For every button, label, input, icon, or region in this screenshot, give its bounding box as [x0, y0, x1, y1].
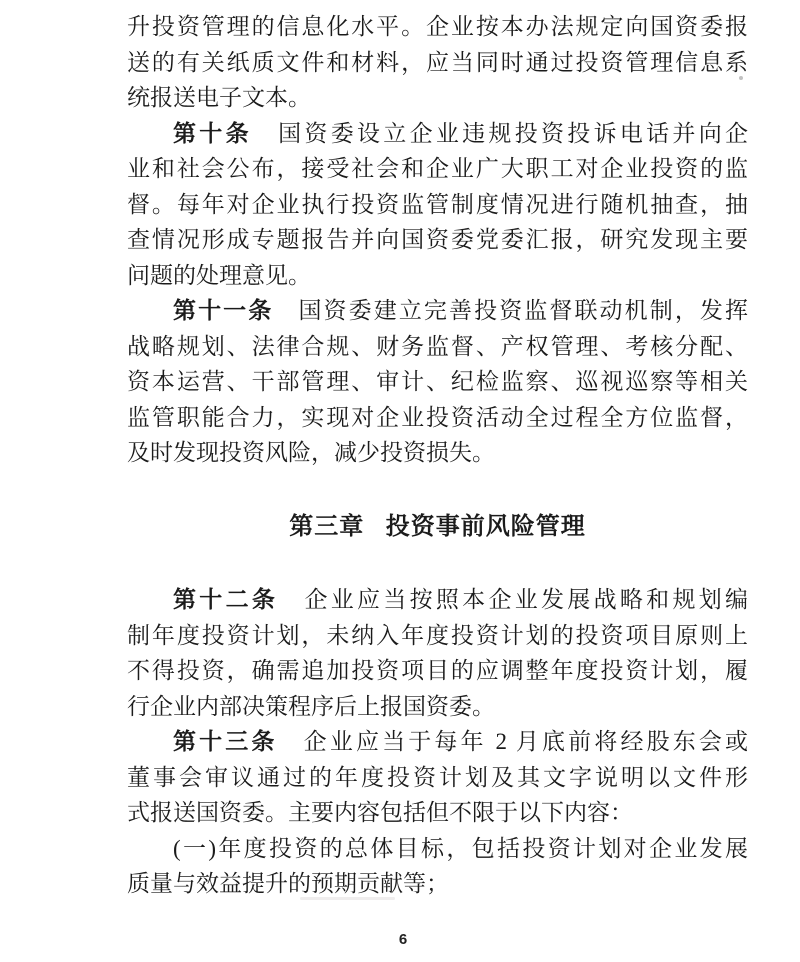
document-text-block: [127, 9, 748, 902]
page-number: 6: [398, 931, 408, 948]
scan-artifact-speck: [739, 76, 743, 80]
list-item-1-line: (一)年度投资的总体目标，包括投资计划对企业发展: [173, 835, 748, 861]
article-12-text: 企业应当按照本企业发展战略和规划编: [278, 587, 749, 612]
chapter-number: 第三章: [289, 512, 365, 540]
article-12-number: 第十二条: [173, 586, 279, 612]
article-10-first-line: [127, 116, 748, 152]
spacer: [127, 544, 748, 582]
body-line: 送的有关纸质文件和材料，应当同时通过投资管理信息系: [127, 49, 748, 75]
article-13-text: 企业应当于每年 2 月底前将经股东会或: [277, 729, 749, 754]
body-line: 不得投资，确需追加投资项目的应调整年度投资计划，履: [127, 658, 748, 683]
list-item-1-line: 质量与效益提升的预期贡献等；: [127, 871, 449, 896]
body-line: 升投资管理的信息化水平。企业按本办法规定向国资委报: [127, 14, 748, 39]
body-line: 问题的处理意见。: [127, 262, 311, 288]
body-line: 及时发现投资风险，减少投资损失。: [127, 440, 495, 465]
article-10-number: 第十条: [173, 119, 252, 146]
body-line: 资本运营、干部管理、审计、纪检监察、巡视巡察等相关: [127, 369, 748, 394]
body-line: 督。每年对企业执行投资监管制度情况进行随机抽查，抽: [127, 191, 748, 217]
article-13-number: 第十三条: [173, 728, 278, 754]
article-12-first-line: [127, 582, 748, 618]
body-line: 业和社会公布，接受社会和企业广大职工对企业投资的监: [127, 156, 748, 181]
chapter-heading: [127, 509, 748, 545]
article-11-number: 第十一条: [173, 297, 274, 323]
body-line: 制年度投资计划，未纳入年度投资计划的投资项目原则上: [127, 622, 748, 648]
body-line: 式报送国资委。主要内容包括但不限于以下内容：: [127, 800, 633, 825]
body-line: 行企业内部决策程序后上报国资委。: [127, 693, 495, 719]
article-13-first-line: [127, 724, 748, 760]
body-line: 监管职能合力，实现对企业投资活动全过程全方位监督，: [127, 404, 748, 430]
body-line: 董事会审议通过的年度投资计划及其文字说明以文件形: [127, 764, 748, 790]
scan-artifact-smudge: [300, 897, 395, 900]
spacer: [127, 471, 748, 509]
body-line: 查情况形成专题报告并向国资委党委汇报，研究发现主要: [127, 227, 748, 252]
article-11-text: 国资委建立完善投资监督联动机制，发挥: [273, 298, 749, 323]
article-11-first-line: [127, 293, 748, 329]
chapter-title: 投资事前风险管理: [385, 512, 586, 540]
body-line: 战略规划、法律合规、财务监督、产权管理、考核分配、: [127, 333, 748, 359]
article-10-text: 国资委设立企业违规投资投诉电话并向企: [251, 120, 749, 146]
body-line: 统报送电子文本。: [127, 85, 311, 110]
